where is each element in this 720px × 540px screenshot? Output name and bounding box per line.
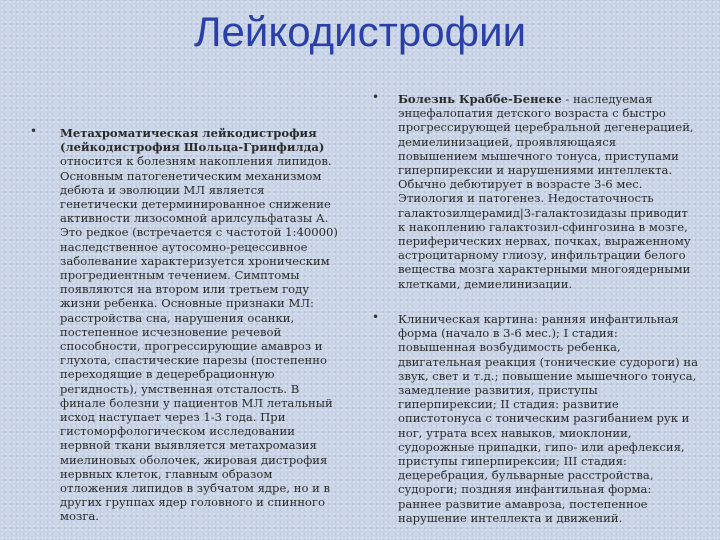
left-heading: Метахроматическая лейкодистрофия (лейкодистрофия Шольца-Гринфилда) bbox=[60, 126, 325, 155]
left-body: относится к болезням накопления липидов. Основным патогенетическим механизмом дебюта и эволюции МЛ является генетически детерминированное снижение активности лизосомной арилсульфатазы А. Это редкое (встречается с частотой 1:40000) наследственное аутосомно-рецессивное заболевание характеризуется хроническим прогредиентным течением. Симптомы появляются на втором или третьем году жизни ребенка. Основные признаки МЛ: расстройства сна, нарушения осанки, постепенное исчезновение речевой способности, прогрессирующие амавроз и глухота, спастические парезы (постепенно переходящие в децеребрационную регидность), умственная отсталость. В финале болезни у пациентов МЛ летальный исход наступает через 1-3 года. При гистоморфологическом исследовании нервной ткани выявляется метахромазия миелиновых оболочек, жировая дистрофия нервных клеток, главным образом отложения липидов в зубчатом ядре, но и в других группах ядер головного и спинного мозга. bbox=[60, 154, 338, 524]
right-body-2: Клиническая картина: ранняя инфантильная форма (начало в 3-6 мес.); I стадия: повышенная возбудимость ребенка, двигательная реакция (тонические судороги) на звук, свет и т.д.; повышение мышечного тонуса, замедление развития, приступы гиперпирексии; II стадия: развитие опистотонуса с тоническим разгибанием рук и ног, утрата всех навыков, миоклонии, судорожные припадки, гипо- или арефлексия, приступы гиперпирексии; III стадия: децеребрация, бульварные расстройства, судороги; поздняя инфантильная форма: раннее развитие амавроза, постепенное нарушение интеллекта и движений. bbox=[398, 312, 698, 525]
right-paragraph-1 bbox=[398, 92, 698, 291]
right-paragraph-2 bbox=[398, 312, 698, 525]
right-bullet-1: • bbox=[372, 90, 380, 104]
right-bullet-2: • bbox=[372, 310, 380, 324]
left-paragraph bbox=[60, 126, 342, 524]
right-heading: Болезнь Краббе-Бенеке bbox=[398, 92, 562, 106]
slide-title: Лейкодистрофии bbox=[193, 8, 527, 55]
left-bullet: • bbox=[30, 124, 38, 138]
right-body-1: - наследуемая энцефалопатия детского возраста с быстро прогрессирующей церебральной дегенерацией, демиелинизацией, проявляющаяся повышением мышечного тонуса, приступами гиперпирексии и нарушениями интеллекта. Обычно дебютирует в возрасте 3-6 мес. Этиология и патогенез. Недостаточность галактозилцерамид|3-галактозидазы приводит к накоплению галактозил-сфингозина в мозге, периферических нервах, почках, выраженному астроцитарному глиозу, инфильтрации белого вещества мозга характерными многоядерными клетками, демиелинизации. bbox=[398, 92, 694, 291]
